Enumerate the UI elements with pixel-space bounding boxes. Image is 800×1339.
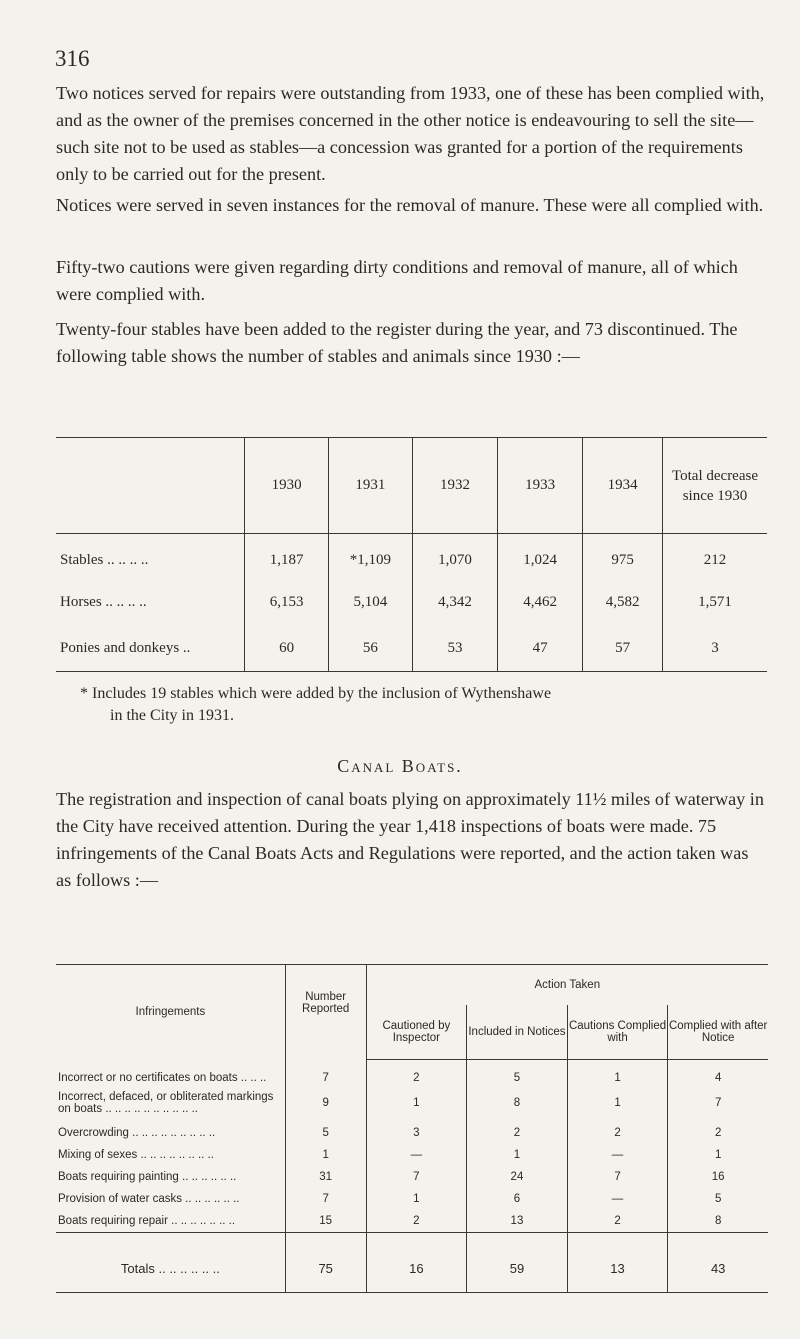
row-label: Horses .. .. .. .. xyxy=(60,594,147,610)
stables-header-1930: 1930 xyxy=(245,438,328,534)
cell: 7 xyxy=(366,1166,467,1188)
cell: 4,582 xyxy=(583,580,663,626)
cell: 4,342 xyxy=(412,580,497,626)
cell: 2 xyxy=(567,1122,668,1144)
cell: 56 xyxy=(328,626,412,672)
cell: 24 xyxy=(467,1166,568,1188)
cell: 1 xyxy=(668,1144,768,1166)
cell: 1 xyxy=(567,1084,668,1122)
infringement-row xyxy=(56,1122,768,1144)
header-complied-after: Complied with after Notice xyxy=(668,1005,768,1060)
infringement-row xyxy=(56,1188,768,1210)
cell: 2 xyxy=(567,1210,668,1232)
cell: 212 xyxy=(663,534,767,580)
header-number-reported: Number Reported xyxy=(285,965,366,1060)
cell: 4 xyxy=(668,1060,768,1085)
stables-row-ponies xyxy=(56,626,767,672)
cell: 2 xyxy=(467,1122,568,1144)
cell: 7 xyxy=(285,1188,366,1210)
cell: 5 xyxy=(467,1060,568,1085)
header-infringements: Infringements xyxy=(135,1006,206,1019)
infringement-row xyxy=(56,1210,768,1232)
footnote xyxy=(80,683,770,727)
cell: 1,070 xyxy=(412,534,497,580)
header-cautions-complied: Cautions Complied with xyxy=(567,1005,668,1060)
cell: 8 xyxy=(668,1210,768,1232)
infringement-row xyxy=(56,1060,768,1085)
infringements-table xyxy=(56,964,768,1293)
cell: 57 xyxy=(583,626,663,672)
totals-label: Totals .. .. .. .. .. .. xyxy=(120,1260,220,1276)
stables-header-1934: 1934 xyxy=(583,438,663,534)
infringement-row xyxy=(56,1084,768,1122)
cell: 6,153 xyxy=(245,580,328,626)
infringement-row xyxy=(56,1166,768,1188)
stables-header-blank xyxy=(56,438,245,534)
cell: 4,462 xyxy=(498,580,583,626)
stables-row-horses xyxy=(56,580,767,626)
paragraph-cautions: Fifty-two cautions were given regarding dirty conditions and removal of manure, all of which were complied with. xyxy=(56,257,738,304)
stables-table xyxy=(56,437,767,672)
cell: 53 xyxy=(412,626,497,672)
header-action-taken: Action Taken xyxy=(366,965,768,1006)
cell: 1,571 xyxy=(663,580,767,626)
cell: 7 xyxy=(668,1084,768,1122)
cell: 1 xyxy=(285,1144,366,1166)
page-number: 316 xyxy=(55,46,90,71)
cell: 8 xyxy=(467,1084,568,1122)
stables-header-1931: 1931 xyxy=(328,438,412,534)
cell: 7 xyxy=(567,1166,668,1188)
cell: 3 xyxy=(366,1122,467,1144)
header-included: Included in Notices xyxy=(467,1005,568,1060)
paragraph-repairs: Two notices served for repairs were outstanding from 1933, one of these has been complied with, and as the owner of the premises concerned in the other notice is endeavouring to sell the site—such site not to be used as stables—a concession was granted for a portion of the requirements only to be carried out for the present. xyxy=(56,83,765,184)
cell: 31 xyxy=(285,1166,366,1188)
row-label: Incorrect, defaced, or obliterated markings on boats .. .. .. .. .. .. .. .. .. .. xyxy=(58,1091,274,1115)
cell: *1,109 xyxy=(328,534,412,580)
cell: 2 xyxy=(366,1060,467,1085)
stables-header-1932: 1932 xyxy=(412,438,497,534)
cell: 1,024 xyxy=(498,534,583,580)
cell: 2 xyxy=(366,1210,467,1232)
row-label: Overcrowding .. .. .. .. .. .. .. .. .. xyxy=(58,1127,216,1139)
stables-header-row xyxy=(56,438,767,534)
cell: 6 xyxy=(467,1188,568,1210)
stables-header-1933: 1933 xyxy=(498,438,583,534)
cell: 1 xyxy=(467,1144,568,1166)
cell: 1 xyxy=(366,1084,467,1122)
row-label: Mixing of sexes .. .. .. .. .. .. .. .. xyxy=(58,1149,214,1161)
stables-header-total: Total decrease since 1930 xyxy=(663,438,767,534)
cell: — xyxy=(366,1144,467,1166)
total-cell: 75 xyxy=(285,1232,366,1292)
total-cell: 43 xyxy=(668,1232,768,1292)
cell: 5 xyxy=(285,1122,366,1144)
row-label: Ponies and donkeys .. xyxy=(60,639,191,656)
section-heading-canal-boats: Canal Boats. xyxy=(337,756,463,776)
cell: 2 xyxy=(668,1122,768,1144)
cell: 3 xyxy=(663,626,767,672)
paragraph-canal-boats: The registration and inspection of canal boats plying on approximately 11½ miles of waterway in the City have received attention. During the year 1,418 inspections of boats were made. 75 infringements of the Canal Boats Acts and Regulations were reported, and the action taken was as follows :— xyxy=(56,789,764,890)
cell: — xyxy=(567,1188,668,1210)
cell: 47 xyxy=(498,626,583,672)
footnote-line-1: * Includes 19 stables which were added by the inclusion of Wythenshawe xyxy=(80,685,552,702)
cell: 1,187 xyxy=(245,534,328,580)
cell: 7 xyxy=(285,1060,366,1085)
total-cell: 16 xyxy=(366,1232,467,1292)
totals-row xyxy=(56,1232,768,1292)
stables-row-stables xyxy=(56,534,767,580)
paragraph-stables-register: Twenty-four stables have been added to the register during the year, and 73 discontinued. The following table shows the number of stables and animals since 1930 :— xyxy=(56,319,738,366)
footnote-line-2: in the City in 1931. xyxy=(110,707,234,724)
row-label: Provision of water casks .. .. .. .. .. .. xyxy=(58,1193,240,1205)
cell: 16 xyxy=(668,1166,768,1188)
total-cell: 59 xyxy=(467,1232,568,1292)
paragraph-manure-notices: Notices were served in seven instances for the removal of manure. These were all complied with. xyxy=(56,195,764,215)
row-label: Stables .. .. .. .. xyxy=(60,552,149,569)
row-label: Incorrect or no certificates on boats .. .. .. xyxy=(58,1071,267,1084)
infringement-row xyxy=(56,1144,768,1166)
cell: 9 xyxy=(285,1084,366,1122)
infringements-header-row xyxy=(56,965,768,1006)
total-cell: 13 xyxy=(567,1232,668,1292)
cell: 5,104 xyxy=(328,580,412,626)
cell: 975 xyxy=(583,534,663,580)
cell: 15 xyxy=(285,1210,366,1232)
header-cautioned: Cautioned by Inspector xyxy=(366,1005,467,1060)
cell: 1 xyxy=(567,1060,668,1085)
cell: 1 xyxy=(366,1188,467,1210)
cell: — xyxy=(567,1144,668,1166)
row-label: Boats requiring repair .. .. .. .. .. .. .. xyxy=(58,1214,236,1227)
cell: 60 xyxy=(245,626,328,672)
cell: 5 xyxy=(668,1188,768,1210)
cell: 13 xyxy=(467,1210,568,1232)
row-label: Boats requiring painting .. .. .. .. .. .. xyxy=(58,1171,237,1183)
